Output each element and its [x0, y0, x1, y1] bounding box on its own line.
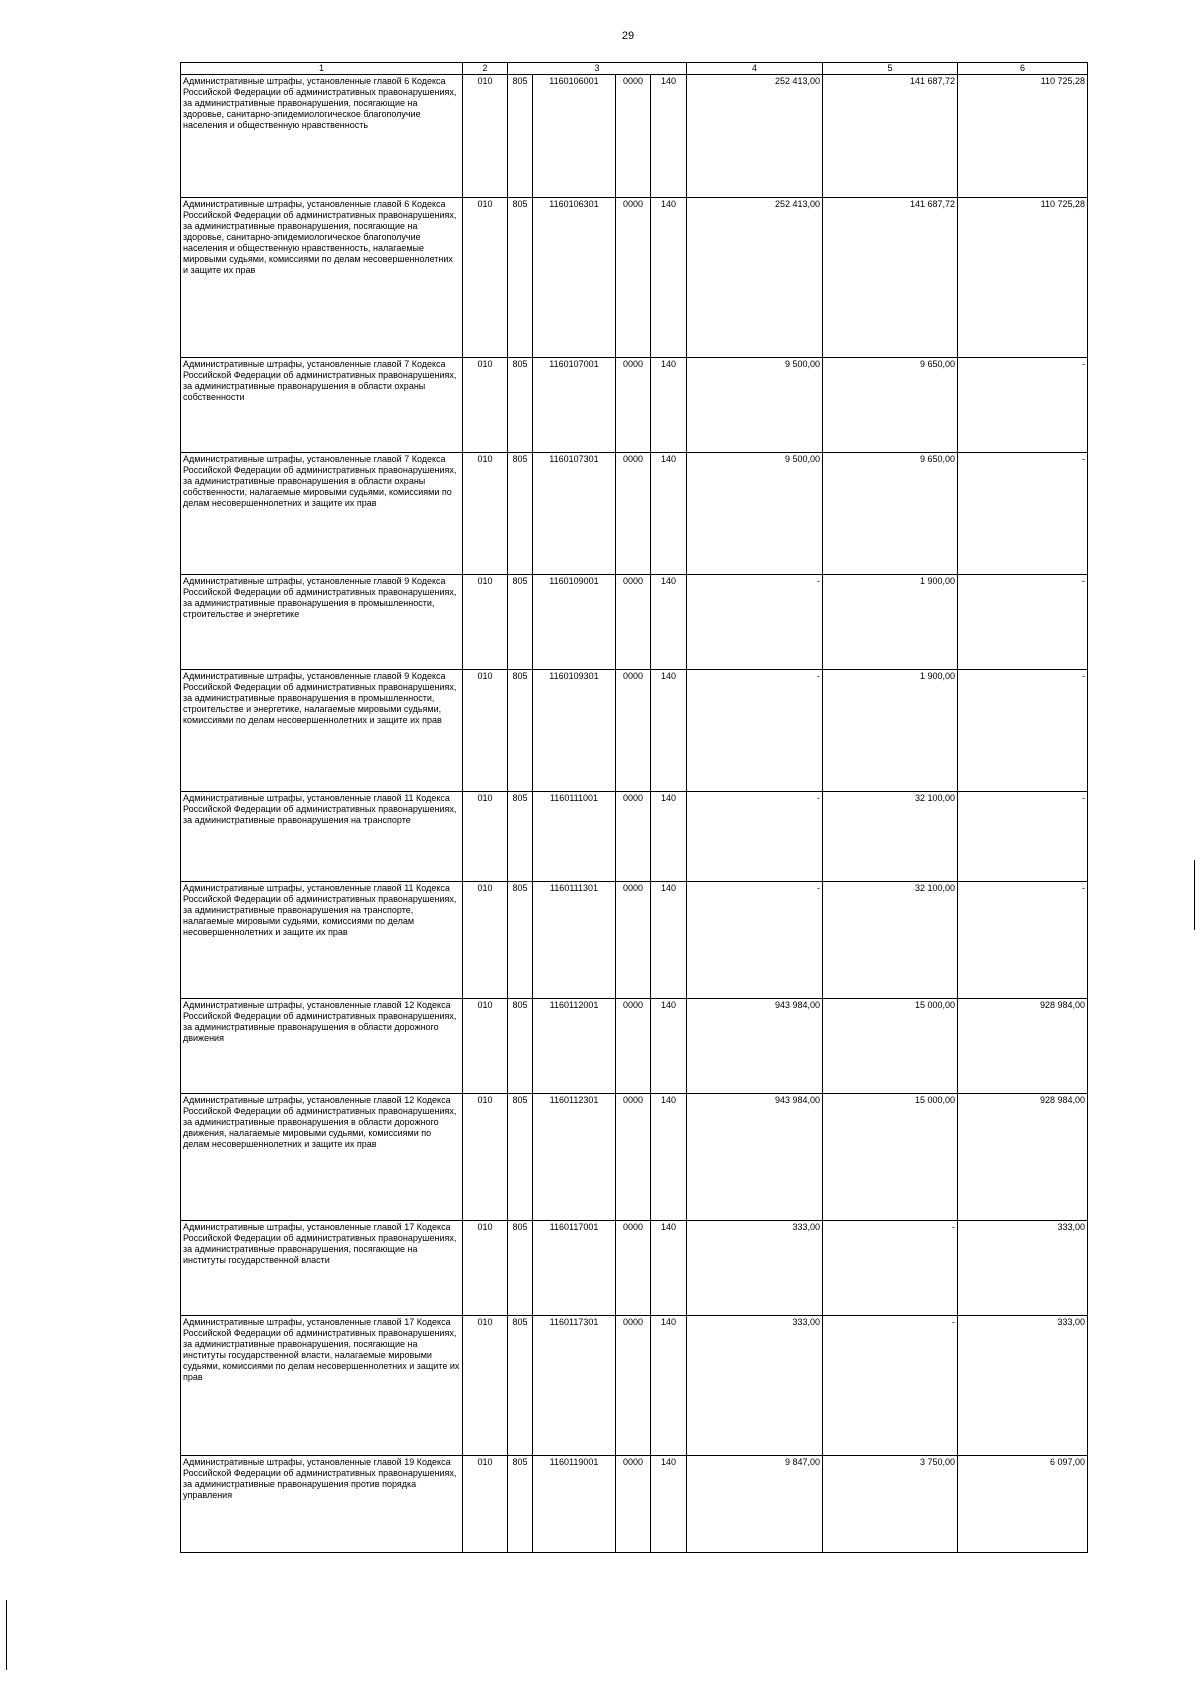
row-code-program: 0000 — [616, 1221, 651, 1316]
row-value-6: 928 984,00 — [958, 999, 1088, 1094]
row-value-5: 15 000,00 — [823, 999, 958, 1094]
row-description: Административные штрафы, установленные главой 6 Кодекса Российской Федерации об административных правонарушениях, за административные правонарушения, посягающие на здоровье, санитарно-эпидемиологическое благополучие населения и общественную нравственность, налагаемые мировыми судьями, комиссиями по делам несовершеннолетних и защите их прав — [181, 198, 463, 358]
header-col-4: 4 — [687, 63, 823, 75]
row-value-6: 333,00 — [958, 1221, 1088, 1316]
row-code-program: 0000 — [616, 358, 651, 453]
row-value-5: 32 100,00 — [823, 882, 958, 999]
table-row — [181, 198, 1088, 358]
row-value-4: 9 500,00 — [687, 358, 823, 453]
row-value-6: - — [958, 358, 1088, 453]
row-code-kosgu: 140 — [651, 1316, 687, 1456]
row-code-article: 1160107001 — [533, 358, 616, 453]
row-value-5: 1 900,00 — [823, 575, 958, 670]
row-code-admin: 010 — [463, 75, 508, 198]
row-value-6: 110 725,28 — [958, 198, 1088, 358]
row-code-article: 1160107301 — [533, 453, 616, 575]
row-value-5: 3 750,00 — [823, 1456, 958, 1553]
row-code-kosgu: 140 — [651, 1094, 687, 1221]
row-code-program: 0000 — [616, 792, 651, 882]
row-code-kosgu: 140 — [651, 670, 687, 792]
row-value-4: 943 984,00 — [687, 1094, 823, 1221]
row-value-4: 9 500,00 — [687, 453, 823, 575]
row-description: Административные штрафы, установленные главой 7 Кодекса Российской Федерации об административных правонарушениях, за административные правонарушения в области охраны собственности, налагаемые мировыми судьями, комиссиями по делам несовершеннолетних и защите их прав — [181, 453, 463, 575]
row-value-5: - — [823, 1221, 958, 1316]
row-description: Административные штрафы, установленные главой 9 Кодекса Российской Федерации об административных правонарушениях, за административные правонарушения в промышленности, строительстве и энергетике — [181, 575, 463, 670]
row-code-kosgu: 140 — [651, 1456, 687, 1553]
row-description: Административные штрафы, установленные главой 19 Кодекса Российской Федерации об административных правонарушениях, за административные правонарушения против порядка управления — [181, 1456, 463, 1553]
row-code-article: 1160109001 — [533, 575, 616, 670]
table-row — [181, 575, 1088, 670]
row-code-group: 805 — [508, 1316, 533, 1456]
row-value-4: - — [687, 575, 823, 670]
row-description: Административные штрафы, установленные главой 17 Кодекса Российской Федерации об административных правонарушениях, за административные правонарушения, посягающие на институты государственной власти, налагаемые мировыми судьями, комиссиями по делам несовершеннолетних и защите их прав — [181, 1316, 463, 1456]
row-code-program: 0000 — [616, 453, 651, 575]
row-value-5: 15 000,00 — [823, 1094, 958, 1221]
row-code-article: 1160106301 — [533, 198, 616, 358]
header-row — [181, 63, 1088, 75]
row-description: Административные штрафы, установленные главой 12 Кодекса Российской Федерации об административных правонарушениях, за административные правонарушения в области дорожного движения, налагаемые мировыми судьями, комиссиями по делам несовершеннолетних и защите их прав — [181, 1094, 463, 1221]
table-row — [181, 75, 1088, 198]
row-code-program: 0000 — [616, 198, 651, 358]
row-value-4: 252 413,00 — [687, 198, 823, 358]
row-description: Административные штрафы, установленные главой 12 Кодекса Российской Федерации об административных правонарушениях, за административные правонарушения в области дорожного движения — [181, 999, 463, 1094]
row-code-kosgu: 140 — [651, 198, 687, 358]
row-code-group: 805 — [508, 670, 533, 792]
row-code-group: 805 — [508, 999, 533, 1094]
row-value-6: - — [958, 882, 1088, 999]
row-code-program: 0000 — [616, 999, 651, 1094]
row-code-kosgu: 140 — [651, 575, 687, 670]
row-value-5: 141 687,72 — [823, 198, 958, 358]
row-code-admin: 010 — [463, 198, 508, 358]
row-code-kosgu: 140 — [651, 358, 687, 453]
row-code-admin: 010 — [463, 999, 508, 1094]
row-value-4: - — [687, 670, 823, 792]
row-code-program: 0000 — [616, 670, 651, 792]
row-code-group: 805 — [508, 1094, 533, 1221]
row-value-4: 252 413,00 — [687, 75, 823, 198]
row-value-6: - — [958, 453, 1088, 575]
row-code-kosgu: 140 — [651, 453, 687, 575]
row-code-program: 0000 — [616, 1316, 651, 1456]
row-code-admin: 010 — [463, 358, 508, 453]
row-code-article: 1160119001 — [533, 1456, 616, 1553]
row-value-4: - — [687, 792, 823, 882]
row-value-4: 333,00 — [687, 1221, 823, 1316]
table-row — [181, 792, 1088, 882]
scan-artifact-left — [6, 1600, 7, 1670]
row-code-program: 0000 — [616, 75, 651, 198]
row-code-group: 805 — [508, 575, 533, 670]
row-code-admin: 010 — [463, 882, 508, 999]
row-value-6: - — [958, 792, 1088, 882]
row-value-4: 9 847,00 — [687, 1456, 823, 1553]
row-code-program: 0000 — [616, 1094, 651, 1221]
table-row — [181, 1316, 1088, 1456]
row-value-6: 928 984,00 — [958, 1094, 1088, 1221]
row-code-group: 805 — [508, 792, 533, 882]
table-row — [181, 670, 1088, 792]
row-value-5: 32 100,00 — [823, 792, 958, 882]
row-description: Административные штрафы, установленные главой 17 Кодекса Российской Федерации об административных правонарушениях, за административные правонарушения, посягающие на институты государственной власти — [181, 1221, 463, 1316]
row-value-5: 9 650,00 — [823, 453, 958, 575]
row-code-group: 805 — [508, 198, 533, 358]
row-code-kosgu: 140 — [651, 999, 687, 1094]
row-value-5: 9 650,00 — [823, 358, 958, 453]
row-description: Административные штрафы, установленные главой 9 Кодекса Российской Федерации об административных правонарушениях, за административные правонарушения в промышленности, строительстве и энергетике, налагаемые мировыми судьями, комиссиями по делам несовершеннолетних и защите их прав — [181, 670, 463, 792]
row-value-6: - — [958, 575, 1088, 670]
row-code-kosgu: 140 — [651, 1221, 687, 1316]
table-row — [181, 358, 1088, 453]
row-value-4: - — [687, 882, 823, 999]
row-value-6: 110 725,28 — [958, 75, 1088, 198]
header-col-2: 2 — [463, 63, 508, 75]
row-code-group: 805 — [508, 75, 533, 198]
header-col-5: 5 — [823, 63, 958, 75]
header-col-3: 3 — [508, 63, 687, 75]
row-code-group: 805 — [508, 358, 533, 453]
row-value-5: 1 900,00 — [823, 670, 958, 792]
row-value-6: 333,00 — [958, 1316, 1088, 1456]
row-code-admin: 010 — [463, 792, 508, 882]
table-row — [181, 999, 1088, 1094]
row-description: Административные штрафы, установленные главой 7 Кодекса Российской Федерации об административных правонарушениях, за административные правонарушения в области охраны собственности — [181, 358, 463, 453]
row-value-4: 333,00 — [687, 1316, 823, 1456]
row-value-5: 141 687,72 — [823, 75, 958, 198]
row-code-admin: 010 — [463, 1316, 508, 1456]
row-code-admin: 010 — [463, 670, 508, 792]
row-description: Административные штрафы, установленные главой 6 Кодекса Российской Федерации об административных правонарушениях, за административные правонарушения, посягающие на здоровье, санитарно-эпидемиологическое благополучие населения и общественную нравственность — [181, 75, 463, 198]
scan-artifact-right — [1194, 860, 1195, 930]
row-code-program: 0000 — [616, 575, 651, 670]
table-row — [181, 453, 1088, 575]
table-row — [181, 882, 1088, 999]
row-value-5: - — [823, 1316, 958, 1456]
row-code-kosgu: 140 — [651, 792, 687, 882]
row-code-article: 1160117301 — [533, 1316, 616, 1456]
row-code-admin: 010 — [463, 575, 508, 670]
row-value-6: - — [958, 670, 1088, 792]
table-row — [181, 1094, 1088, 1221]
table-row — [181, 1456, 1088, 1553]
row-value-4: 943 984,00 — [687, 999, 823, 1094]
table-row — [181, 1221, 1088, 1316]
row-code-program: 0000 — [616, 882, 651, 999]
row-code-article: 1160117001 — [533, 1221, 616, 1316]
header-col-1: 1 — [181, 63, 463, 75]
header-col-6: 6 — [958, 63, 1088, 75]
budget-table — [180, 62, 1088, 1553]
row-code-article: 1160111301 — [533, 882, 616, 999]
row-code-group: 805 — [508, 1221, 533, 1316]
row-code-article: 1160112301 — [533, 1094, 616, 1221]
row-code-group: 805 — [508, 1456, 533, 1553]
row-code-admin: 010 — [463, 453, 508, 575]
row-code-admin: 010 — [463, 1221, 508, 1316]
row-code-article: 1160109301 — [533, 670, 616, 792]
row-code-group: 805 — [508, 882, 533, 999]
row-value-6: 6 097,00 — [958, 1456, 1088, 1553]
row-code-article: 1160112001 — [533, 999, 616, 1094]
row-code-admin: 010 — [463, 1094, 508, 1221]
row-code-kosgu: 140 — [651, 882, 687, 999]
row-description: Административные штрафы, установленные главой 11 Кодекса Российской Федерации об административных правонарушениях, за административные правонарушения на транспорте, налагаемые мировыми судьями, комиссиями по делам несовершеннолетних и защите их прав — [181, 882, 463, 999]
row-code-article: 1160111001 — [533, 792, 616, 882]
row-code-article: 1160106001 — [533, 75, 616, 198]
row-code-program: 0000 — [616, 1456, 651, 1553]
page-number: 29 — [621, 30, 635, 42]
row-code-kosgu: 140 — [651, 75, 687, 198]
row-description: Административные штрафы, установленные главой 11 Кодекса Российской Федерации об административных правонарушениях, за административные правонарушения на транспорте — [181, 792, 463, 882]
row-code-group: 805 — [508, 453, 533, 575]
row-code-admin: 010 — [463, 1456, 508, 1553]
